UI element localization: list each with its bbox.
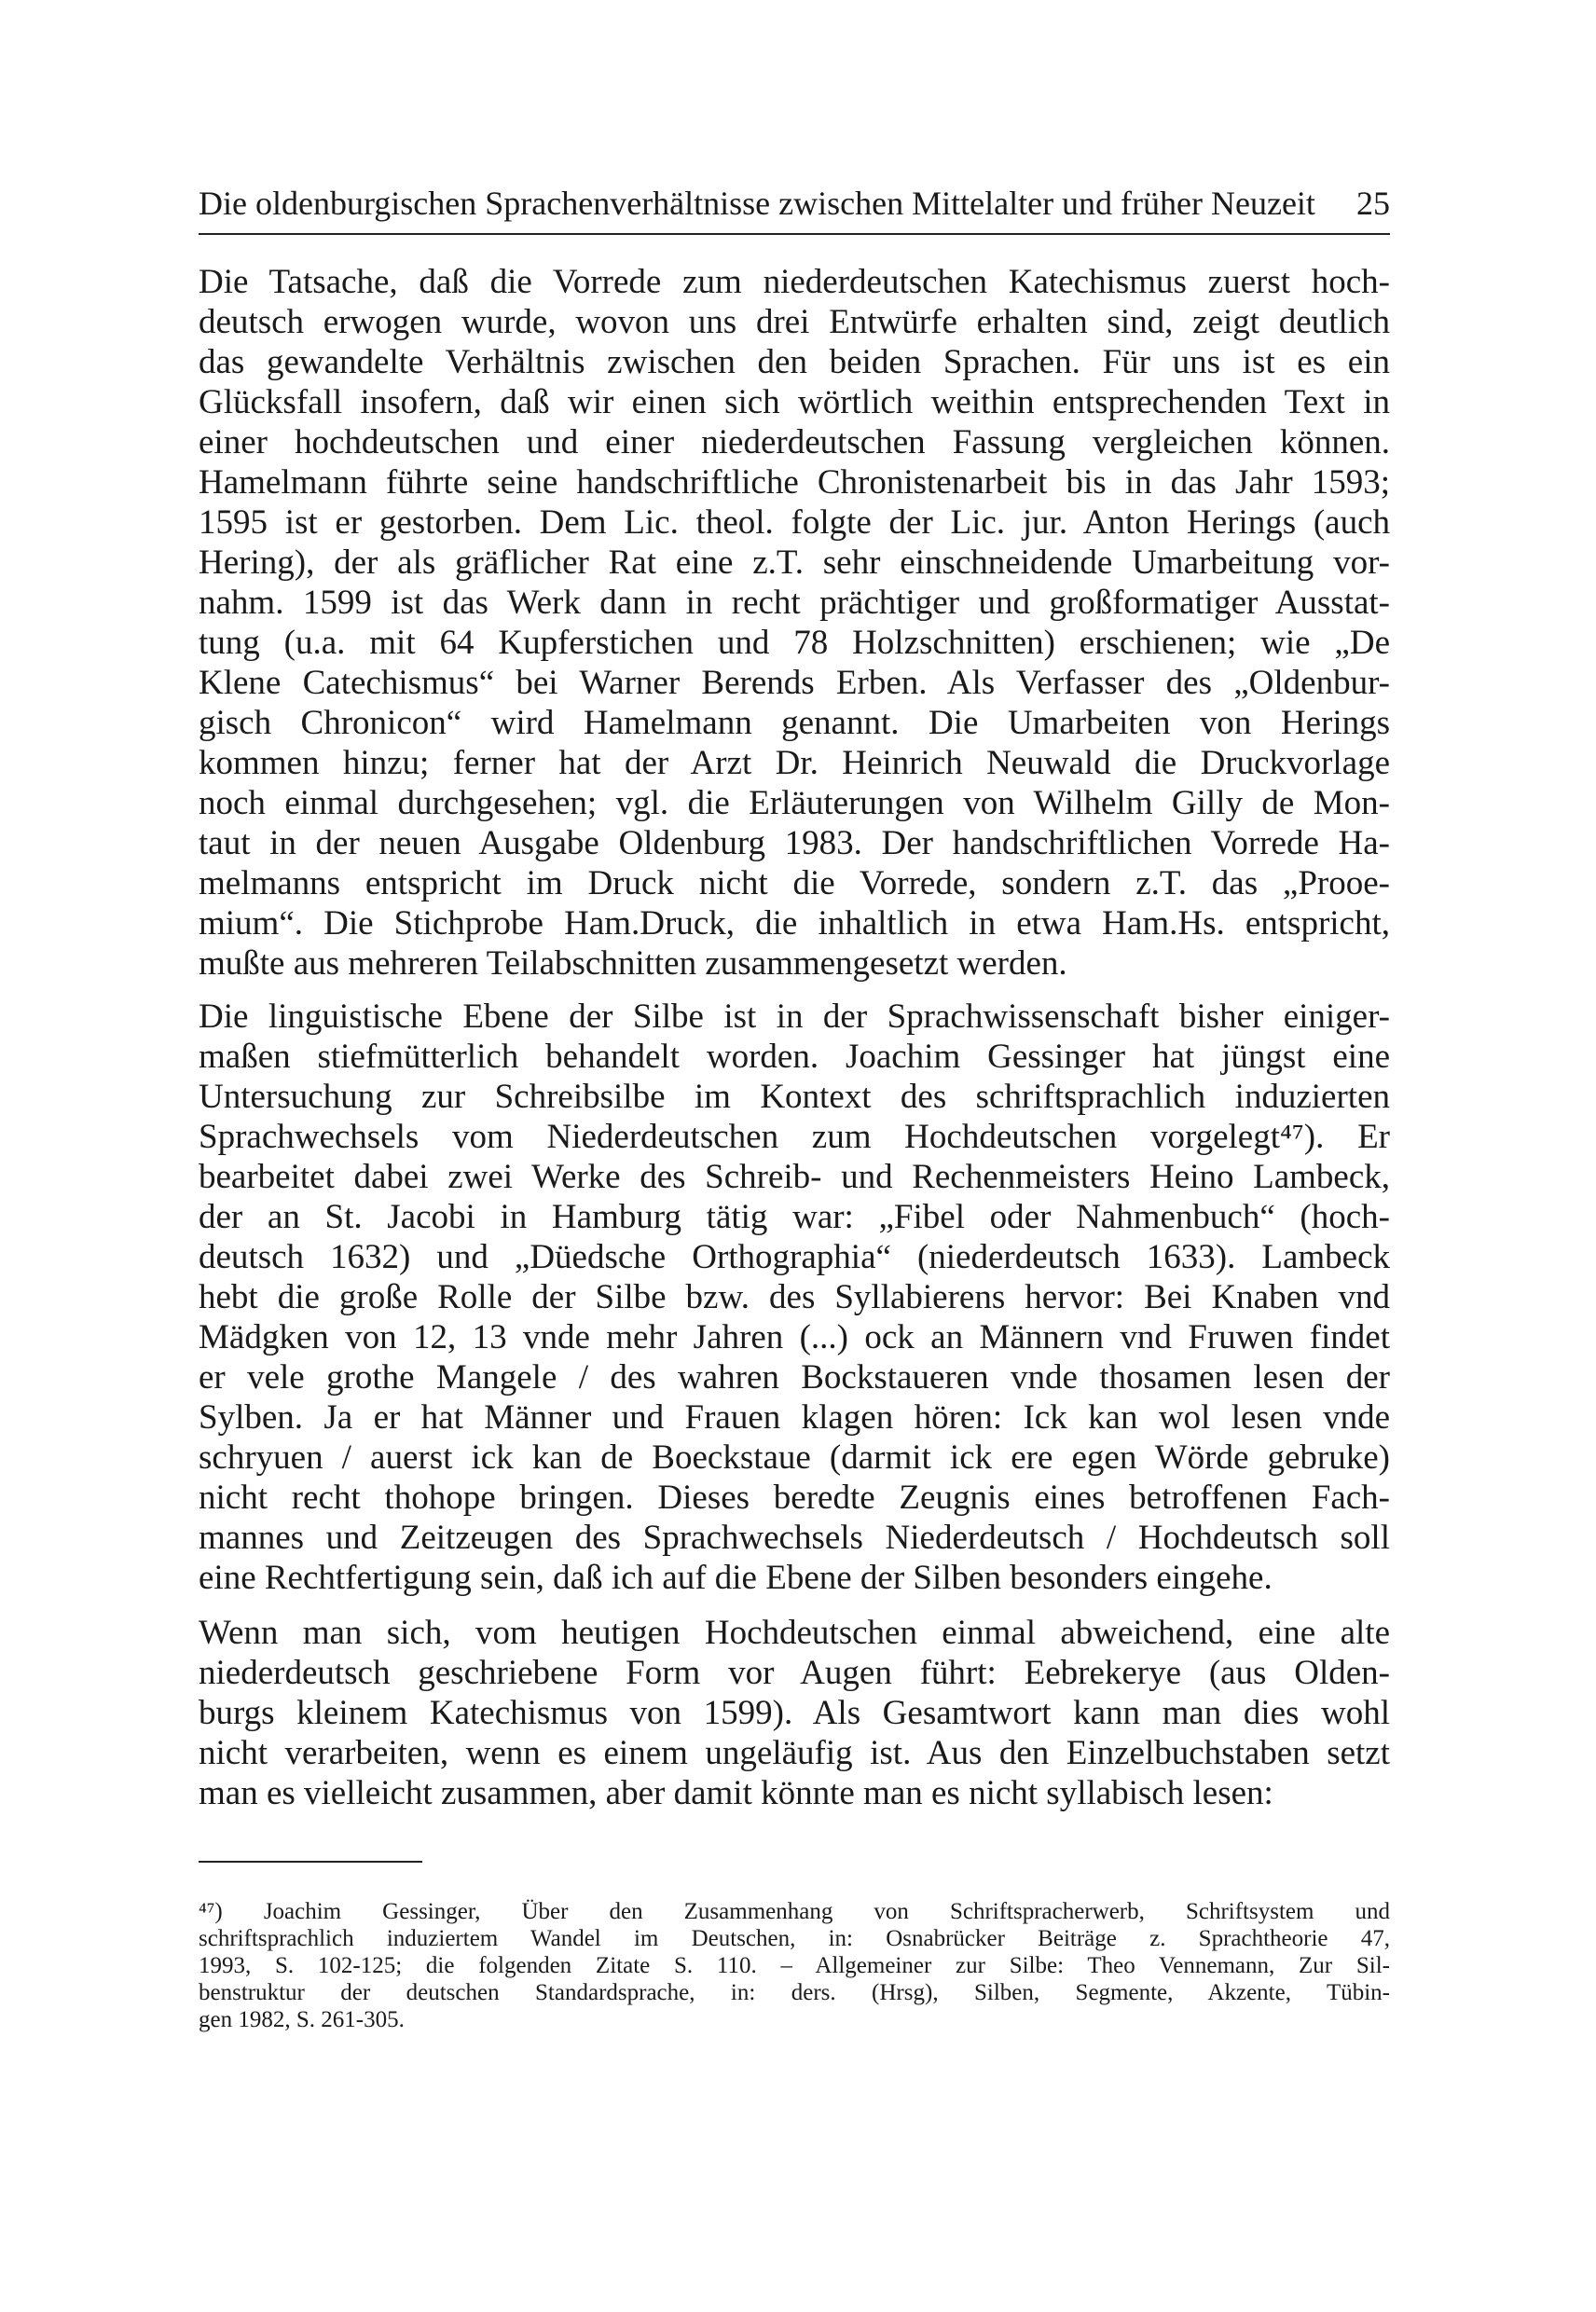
text-line: Hering), der als gräflicher Rat eine z.T. sehr einschneidende Umarbeitung vor- (199, 544, 1390, 582)
text-line: Klene Catechismus“ bei Warner Berends Erben. Als Verfasser des „Oldenbur- (199, 664, 1390, 702)
text-line: nahm. 1599 ist das Werk dann in recht prächtiger und großformatiger Ausstat- (199, 584, 1390, 622)
paragraph-gap (199, 984, 1390, 997)
text-line: das gewandelte Verhältnis zwischen den beiden Sprachen. Für uns ist es ein (199, 343, 1390, 381)
text-line: Mädgken von 12, 13 vnde mehr Jahren (...) ock an Männern vnd Fruwen findet (199, 1318, 1390, 1356)
text-line: kommen hinzu; ferner hat der Arzt Dr. Heinrich Neuwald die Druckvorlage (199, 744, 1390, 782)
text-line: niederdeutsch geschriebene Form vor Augen führt: Eebrekerye (aus Olden- (199, 1654, 1390, 1692)
text-line: schryuen / auerst ick kan de Boeckstaue (darmit ick ere egen Wörde gebruke) (199, 1438, 1390, 1477)
page-number: 25 (1356, 185, 1390, 222)
text-line: bearbeitet dabei zwei Werke des Schreib- und Rechenmeisters Heino Lambeck, (199, 1158, 1390, 1196)
running-head-title: Die oldenburgischen Sprachenverhältnisse zwischen Mittelalter und früher Neuzeit (199, 185, 1315, 222)
text-line: deutsch 1632) und „Düedsche Orthographia“ (niederdeutsch 1633). Lambeck (199, 1238, 1390, 1276)
footnote-line: gen 1982, S. 261-305. (199, 2007, 405, 2032)
text-line: mannes und Zeitzeugen des Sprachwechsels Niederdeutsch / Hochdeutsch soll (199, 1519, 1390, 1557)
paragraph-2 (199, 997, 1390, 1598)
text-line: mium“. Die Stichprobe Ham.Druck, die inhaltlich in etwa Ham.Hs. entspricht, (199, 904, 1390, 943)
footnote-rule (199, 1861, 422, 1863)
text-line: er vele grothe Mangele / des wahren Bockstaueren vnde thosamen lesen der (199, 1358, 1390, 1397)
text-line: nicht verarbeiten, wenn es einem ungeläufig ist. Aus den Einzelbuchstaben setzt (199, 1734, 1390, 1772)
text-line: eine Rechtfertigung sein, daß ich auf die Ebene der Silben besonders eingehe. (199, 1559, 1273, 1597)
text-line: melmanns entspricht im Druck nicht die Vorrede, sondern z.T. das „Prooe- (199, 864, 1390, 902)
body-text (199, 262, 1390, 1813)
text-line: einer hochdeutschen und einer niederdeutschen Fassung vergleichen können. (199, 423, 1390, 461)
text-line: Hamelmann führte seine handschriftliche Chronistenarbeit bis in das Jahr 1593; (199, 463, 1390, 502)
text-line: Wenn man sich, vom heutigen Hochdeutschen einmal abweichend, eine alte (199, 1614, 1390, 1652)
text-line: taut in der neuen Ausgabe Oldenburg 1983. Der handschriftlichen Vorrede Ha- (199, 824, 1390, 862)
text-line: hebt die große Rolle der Silbe bzw. des Syllabierens hervor: Bei Knaben vnd (199, 1278, 1390, 1316)
text-line: mußte aus mehreren Teilabschnitten zusammengesetzt werden. (199, 944, 1067, 983)
footnote-line: schriftsprachlich induziertem Wandel im Deutschen, in: Osnabrücker Beiträge z. Sprachtheorie 47, (199, 1926, 1390, 1951)
footnote-line: benstruktur der deutschen Standardsprache, in: ders. (Hrsg), Silben, Segmente, Akzente, Tübin- (199, 1980, 1390, 2005)
text-line: nicht recht thohope bringen. Dieses beredte Zeugnis eines betroffenen Fach- (199, 1479, 1390, 1517)
text-line: Untersuchung zur Schreibsilbe im Kontext des schriftsprachlich induzierten (199, 1078, 1390, 1116)
text-line: man es vielleicht zusammen, aber damit könnte man es nicht syllabisch lesen: (199, 1774, 1273, 1812)
text-line: 1595 ist er gestorben. Dem Lic. theol. folgte der Lic. jur. Anton Herings (auch (199, 503, 1390, 542)
text-line: Die Tatsache, daß die Vorrede zum niederdeutschen Katechismus zuerst hoch- (199, 263, 1390, 301)
footnote-47 (199, 1898, 1390, 2033)
text-line: Die linguistische Ebene der Silbe ist in der Sprachwissenschaft bisher einiger- (199, 998, 1390, 1036)
text-line: Sprachwechsels vom Niederdeutschen zum Hochdeutschen vorgelegt⁴⁷). Er (199, 1118, 1390, 1156)
paragraph-3 (199, 1613, 1390, 1813)
text-line: Glücksfall insofern, daß wir einen sich wörtlich weithin entsprechenden Text in (199, 383, 1390, 421)
paragraph-gap (199, 1598, 1390, 1613)
text-line: noch einmal durchgesehen; vgl. die Erläuterungen von Wilhelm Gilly de Mon- (199, 784, 1390, 822)
header-rule (199, 233, 1390, 235)
footnote-line: 1993, S. 102-125; die folgenden Zitate S. 110. – Allgemeiner zur Silbe: Theo Vennemann, Zur Sil- (199, 1953, 1390, 1978)
paragraph-1 (199, 262, 1390, 984)
footnote-line: ⁴⁷) Joachim Gessinger, Über den Zusammenhang von Schriftspracherwerb, Schriftsystem und (199, 1899, 1390, 1924)
text-line: maßen stiefmütterlich behandelt worden. Joachim Gessinger hat jüngst eine (199, 1038, 1390, 1076)
text-line: tung (u.a. mit 64 Kupferstichen und 78 Holzschnitten) erschienen; wie „De (199, 624, 1390, 662)
text-line: Sylben. Ja er hat Männer und Frauen klagen hören: Ick kan wol lesen vnde (199, 1398, 1390, 1437)
text-line: der an St. Jacobi in Hamburg tätig war: „Fibel oder Nahmenbuch“ (hoch- (199, 1198, 1390, 1236)
text-line: gisch Chronicon“ wird Hamelmann genannt. Die Umarbeiten von Herings (199, 704, 1390, 742)
text-line: burgs kleinem Katechismus von 1599). Als Gesamtwort kann man dies wohl (199, 1694, 1390, 1732)
text-line: deutsch erwogen wurde, wovon uns drei Entwürfe erhalten sind, zeigt deutlich (199, 303, 1390, 341)
